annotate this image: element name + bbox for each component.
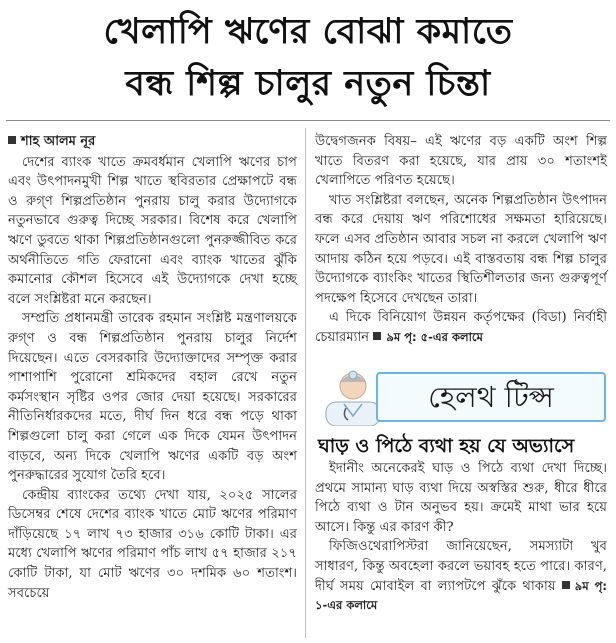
column-divider	[305, 128, 306, 638]
headline-divider	[6, 120, 610, 121]
article-paragraph: উদ্বেগজনক বিষয়– এই ঋণের বড় একটি অংশ শিল্প খাতে বিতরণ করা হয়েছে, যার প্রায় ৩০ শতাংশই খেলাপিতে পরিণত হয়েছে।	[315, 134, 607, 189]
continuation-jump	[373, 330, 483, 344]
square-bullet-icon	[562, 581, 570, 589]
health-article-body	[315, 459, 607, 616]
article-paragraph: সম্প্রতি প্রধানমন্ত্রী তারেক রহমান সংশ্লিষ্ট মন্ত্রণালয়কে রুগ্ণ ও বন্ধ শিল্পপ্রতিষ্ঠান পুনরায় চালুর নির্দেশ দিয়েছেন। এতে বেসরকারি উদ্যোক্তাদের সম্পৃক্ত করার পাশাপাশি পুরোনো শ্রমিকদের বহাল রেখে নতুন কর্মসংস্থান সৃষ্টির ওপর জোর দেয়া হয়েছে। সরকারের নীতিনির্ধারকদের মতে, দীর্ঘ দিন ধরে বন্ধ পড়ে থাকা শিল্পগুলো চালু করা গেলে এক দিকে যেমন উৎপাদন বাড়বে, অন্য দিকে খেলাপি ঋণের একটি বড় অংশ পুনরুদ্ধারের সুযোগ তৈরি হবে।	[8, 311, 297, 484]
doctor-icon	[324, 366, 382, 426]
health-tips-banner	[324, 366, 608, 426]
headline	[0, 6, 616, 110]
headline-line-2: বন্ধ শিল্প চালুর নতুন চিন্তা	[125, 64, 491, 104]
banner-title: হেলথ টিপ্স	[428, 380, 554, 414]
health-article-title: ঘাড় ও পিঠে ব্যথা হয় যে অভ্যাসে	[318, 435, 575, 457]
square-bullet-icon	[373, 332, 381, 340]
health-paragraph-text: ফিজিওথেরাপিস্টরা জানিয়েছেন, সমস্যাটা খুব সাধারণ, কিন্তু অবহেলা করলে ভয়াবহ হতে পারে। কারণ, দীর্ঘ সময় মোবাইল বা ল্যাপটপে ঝুঁকে থাকায়	[315, 539, 607, 594]
article-paragraph: খাত সংশ্লিষ্টরা বলছেন, অনেক শিল্পপ্রতিষ্ঠান উৎপাদন বন্ধ করে দেয়ায় ঋণ পরিশোধের সক্ষমতা হারিয়েছে। ফলে এসব প্রতিষ্ঠান আবার সচল না করলে খেলাপি ঋণ আদায় কঠিন হয়ে পড়বে। এই বাস্তবতায় বন্ধ শিল্প চালুর উদ্যোগকে ব্যাংকিং খাতের স্থিতিশীলতার জন্য গুরুত্বপূর্ণ পদক্ষেপ হিসেবে দেখছেন তারা।	[315, 192, 607, 306]
health-paragraph	[315, 537, 607, 615]
banner-frame	[376, 372, 606, 422]
article-paragraph: কেন্দ্রীয় ব্যাংকের তথ্যে দেখা যায়, ২০২৫ সালের ডিসেম্বর শেষে দেশের ব্যাংক খাতে মোট ঋণের পরিমাণ দাঁড়িয়েছে ১৭ লাখ ৭৩ হাজার ৩১৬ কোটি টাকা। এর মধ্যে খেলাপি ঋণের পরিমাণ পাঁচ লাখ ৫৭ হাজার ২১৭ কোটি টাকা, যা মোট ঋণের ৩০ দশমিক ৬০ শতাংশ। সবচেয়ে	[8, 487, 297, 601]
continuation-jump-text: ৯ম পৃ: ১-এর কলামে	[315, 578, 607, 613]
health-paragraph: ইদানীং অনেকেরই ঘাড় ও পিঠে ব্যথা দেখা দিচ্ছে। প্রথমে সামান্য ঘাড় ব্যথা দিয়ে অস্বস্তির শুরু, ধীরে ধীরে পিঠে ব্যথা ও টান অনুভব হয়। ক্রমেই মাথা ভার হয়ে আসে। কিন্তু এর কারণ কী?	[315, 461, 607, 535]
article-right-column	[315, 132, 607, 348]
article-paragraph-text: এ দিকে বিনিয়োগ উন্নয়ন কর্তৃপক্ষের (বিডা) নির্বাহী চেয়ারম্যান	[315, 310, 607, 345]
square-bullet-icon	[8, 136, 16, 144]
article-paragraph	[315, 308, 607, 347]
article-left-column	[8, 132, 297, 603]
continuation-jump-text: ৯ম পৃ: ৫-এর কলামে	[386, 329, 483, 344]
byline-name: শাহ আলম নূর	[21, 134, 96, 149]
byline	[8, 132, 297, 152]
headline-line-1: খেলাপি ঋণের বোঝা কমাতে	[103, 12, 513, 52]
article-paragraph: দেশের ব্যাংক খাতে ক্রমবর্ধমান খেলাপি ঋণের চাপ এবং উৎপাদনমুখী শিল্প খাতে স্থবিরতার প্রেক্ষাপটে বন্ধ ও রুগ্ণ শিল্পপ্রতিষ্ঠান পুনরায় চালু করার উদ্যোগকে নতুনভাবে গুরুত্ব দিচ্ছে সরকার। বিশেষ করে খেলাপি ঋণে ডুবতে থাকা শিল্পপ্রতিষ্ঠানগুলো পুনরুজ্জীবিত করে অর্থনীতিতে গতি ফেরানো এবং ব্যাংক খাতের ঝুঁকি কমানোর কৌশল হিসেবে এই উদ্যোগকে দেখা হচ্ছে বলে সংশ্লিষ্টরা মনে করছেন।	[8, 154, 297, 307]
